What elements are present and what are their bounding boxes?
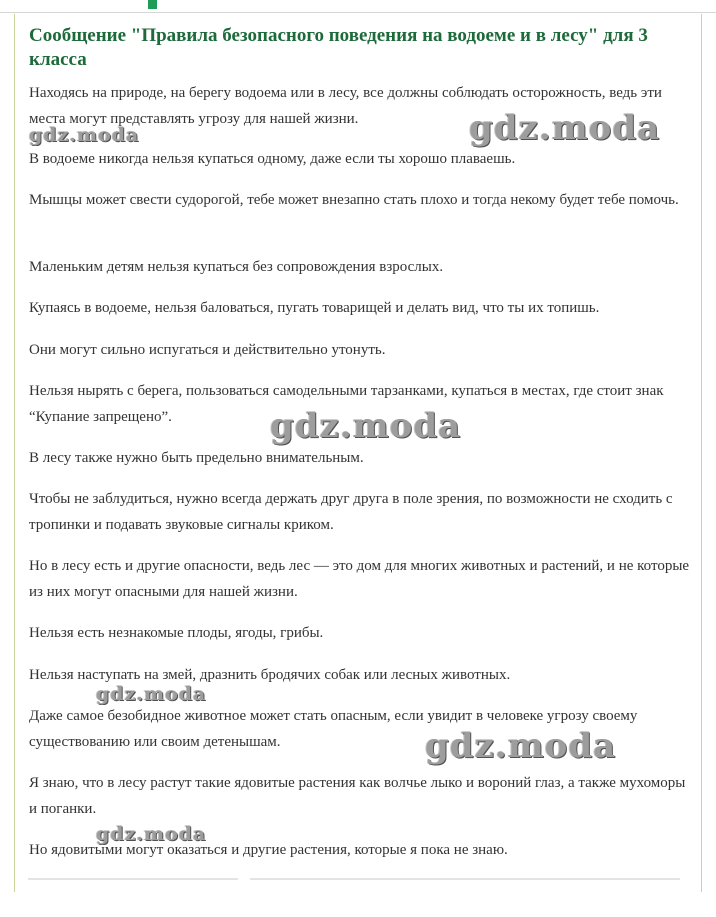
green-tab-icon [148, 0, 157, 9]
watermark: gdz.moda [425, 726, 617, 766]
paragraph-6: Они могут сильно испугаться и действительно утонуть. [29, 342, 386, 358]
paragraph-7: Нельзя нырять с берега, пользоваться самодельными тарзанками, купаться в местах, где стоит знак “Купание запрещено”. [29, 383, 664, 425]
paragraph-3: Мышцы может свести судорогой, тебе может внезапно стать плохо и тогда некому будет тебе помочь. [29, 192, 679, 208]
paragraph-12: Нельзя наступать на змей, дразнить бродячих собак или лесных животных. [29, 667, 511, 683]
paragraph-8: В лесу также нужно быть предельно внимательным. [29, 450, 364, 466]
paragraph-14: Я знаю, что в лесу растут такие ядовитые растения как волчье лыко и вороний глаз, а также мухоморы и поганки. [29, 775, 686, 817]
watermark: gdz.moda [469, 108, 661, 148]
watermark: gdz.moda [29, 124, 140, 146]
paragraph-5: Купаясь в водоеме, нельзя баловаться, пугать товарищей и делать вид, что ты их топишь. [29, 300, 600, 316]
watermark: gdz.moda [96, 683, 207, 705]
paragraph-1: Находясь на природе, на берегу водоема или в лесу, все должны соблюдать осторожность, ведь эти места могут представлять угрозу для нашей жизни. [29, 85, 662, 127]
watermark: gdz.moda [96, 823, 207, 845]
article-title: Сообщение "Правила безопасного поведения на водоеме и в лесу" для 3 класса [29, 25, 648, 70]
paragraph-11: Нельзя есть незнакомые плоды, ягоды, грибы. [29, 625, 324, 641]
paragraph-15: Но ядовитыми могут оказаться и другие растения, которые я пока не знаю. [29, 842, 508, 858]
watermark: gdz.moda [270, 406, 462, 446]
paragraph-2: В водоеме никогда нельзя купаться одному, даже если ты хорошо плаваешь. [29, 151, 516, 167]
paragraph-9: Чтобы не заблудиться, нужно всегда держать друг друга в поле зрения, по возможности не сходить с тропинки и подавать звуковые сигналы криком. [29, 491, 673, 533]
bottom-divider [28, 878, 680, 880]
paragraph-13: Даже самое безобидное животное может стать опасным, если увидит в человеке угрозу своему существованию или своим детенышам. [29, 708, 638, 750]
paragraph-4: Маленьким детям нельзя купаться без сопровождения взрослых. [29, 259, 444, 275]
paragraph-10: Но в лесу есть и другие опасности, ведь лес — это дом для многих животных и растений, и не которые из них могут опасными для нашей жизни. [29, 558, 690, 600]
top-browser-strip [0, 0, 716, 13]
